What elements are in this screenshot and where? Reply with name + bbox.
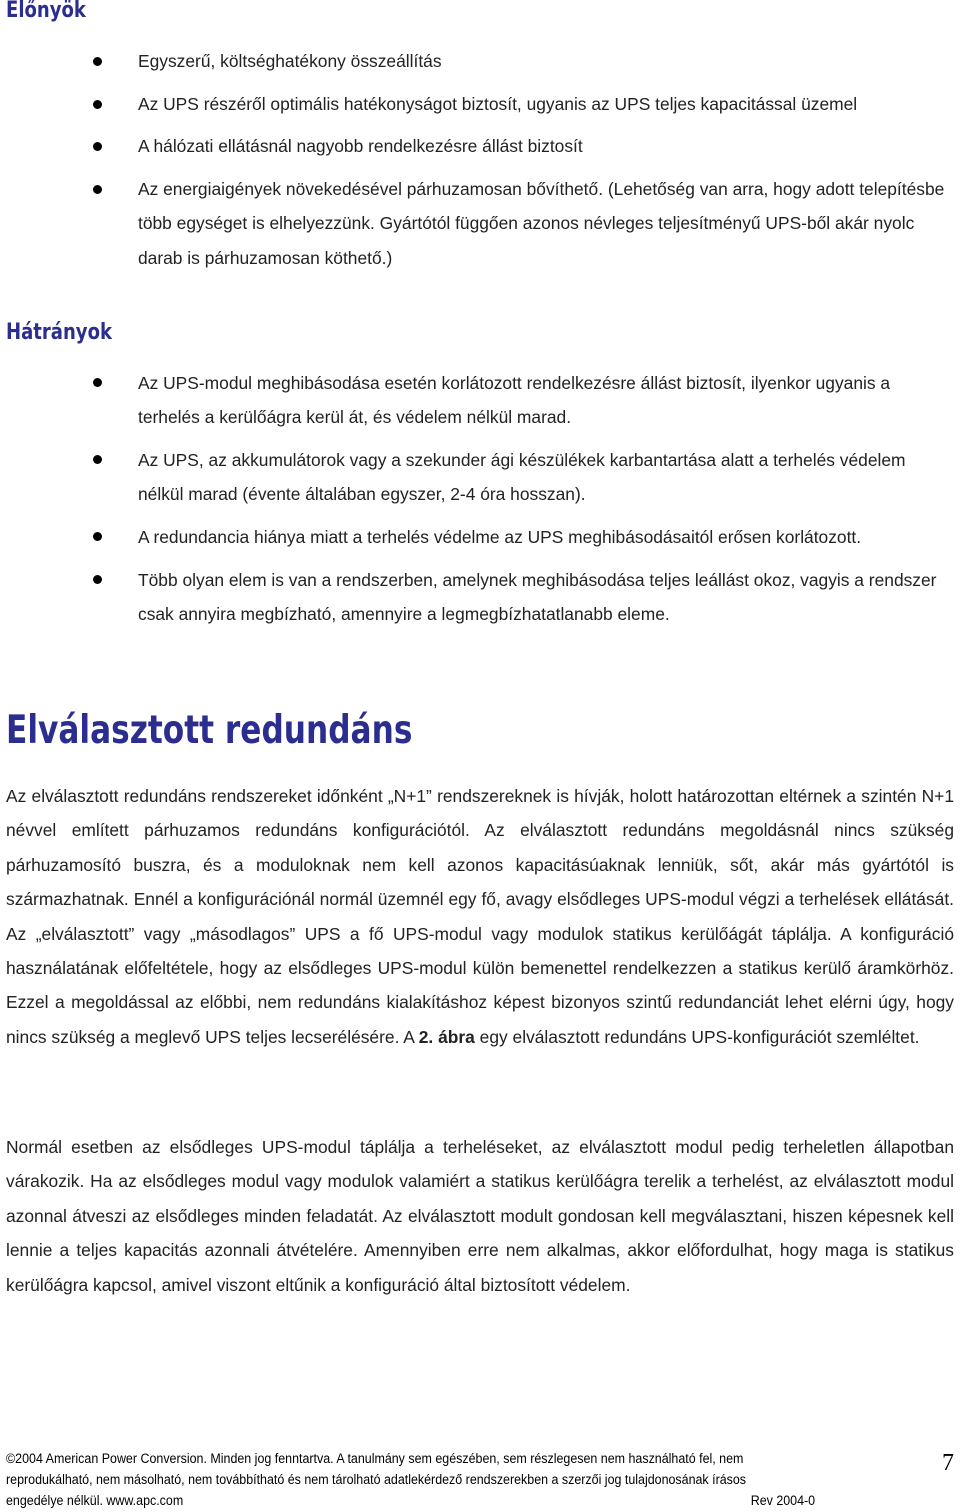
bullet-icon [93, 455, 102, 464]
bullet-icon [93, 532, 102, 541]
bullet-icon [93, 185, 102, 194]
list-item: A hálózati ellátásnál nagyobb rendelkezésre állást biztosít [0, 129, 958, 164]
disadvantages-heading: Hátrányok [6, 320, 112, 345]
advantages-list [0, 44, 958, 275]
footer-line-3: engedélye nélkül. www.apc.com [6, 1493, 184, 1508]
list-item: A redundancia hiánya miatt a terhelés védelme az UPS meghibásodásaitól erősen korlátozott. [0, 520, 938, 554]
advantages-heading: Előnyök [6, 0, 86, 23]
footer-line-2: reprodukálható, nem másolható, nem továbbítható és nem tárolható adatlekérdező rendszerekben a szerzői jog tulajdonosának írásos [6, 1472, 747, 1487]
figure-reference: 2. ábra [418, 1026, 475, 1047]
list-item: Több olyan elem is van a rendszerben, amelynek meghibásodása teljes leállást okoz, vagyis a rendszer csak annyira megbízható, amennyire a legmegbízhatatlanabb eleme. [0, 563, 938, 631]
footer-line-1: ©2004 American Power Conversion. Minden jog fenntartva. A tanulmány sem egészében, sem részlegesen nem használható fel, nem [6, 1451, 744, 1466]
bullet-icon [93, 142, 102, 151]
list-item: Az UPS, az akkumulátorok vagy a szekunder ági készülékek karbantartása alatt a terhelés védelem nélkül marad (évente általában egyszer, 2-4 óra hosszan). [0, 443, 938, 511]
revision-label: Rev 2004-0 [750, 1493, 816, 1508]
section-paragraph-2: Normál esetben az elsődleges UPS-modul táplálja a terheléseket, az elválasztott modul pedig terheletlen állapotban várakozik. Ha az elsődleges modul vagy modulok valamiért a statikus kerülőágra terelik a terhelést, az elválasztott modul azonnal átveszi az elsődleges minden feladatát. Az elválasztott modult gondosan kell megválasztani, hiszen képesnek kell lennie a teljes kapacitás azonnali átvételére. Amennyiben erre nem alkalmas, akkor előfordulhat, hogy maga is statikus kerülőágra kapcsol, amivel viszont eltűnik a konfiguráció által biztosított védelem. [6, 1137, 954, 1295]
list-item: Egyszerű, költséghatékony összeállítás [0, 44, 958, 79]
list-item: Az energiaigények növekedésével párhuzamosan bővíthető. (Lehetőség van arra, hogy adott telepítésbe több egységet is elhelyezzünk. Gyártótól függően azonos névleges teljesítményű UPS-ből akár nyolc darab is párhuzamosan köthető.) [0, 172, 958, 276]
bullet-icon [93, 57, 102, 66]
bullet-icon [93, 575, 102, 584]
section-paragraph-1: Az elválasztott redundáns rendszereket időnként „N+1” rendszereknek is hívják, holott határozottan eltérnek a szintén N+1 névvel említett párhuzamos redundáns konfigurációtól. Az elválasztott redundáns megoldásnál nincs szükség párhuzamosító buszra, és a moduloknak nem kell azonos kapacitásúaknak lenniük, sőt, akár más gyártótól is származhatnak. Ennél a konfigurációnál normál üzemnél egy fő, avagy elsődleges UPS-modul végzi a terhelések ellátását. Az „elválasztott” vagy „másodlagos” UPS a fő UPS-modul vagy modulok statikus kerülőágát táplálja. A konfiguráció használatának előfeltétele, hogy az elsődleges UPS-modul külön bemenettel rendelkezzen a statikus kerülő áramkörhöz. Ezzel a megoldással az előbbi, nem redundáns kialakításhoz képest bizonyos szintű redundanciát lehet elérni úgy, hogy nincs szükség a meglevő UPS teljes lecserélésére. A 2. ábra egy elválasztott redundáns UPS-konfigurációt szemléltet. [6, 786, 954, 1047]
list-item: Az UPS részéről optimális hatékonyságot biztosít, ugyanis az UPS teljes kapacitással üzemel [0, 87, 958, 122]
section-heading: Elválasztott redundáns [6, 708, 413, 753]
list-item: Az UPS-modul meghibásodása esetén korlátozott rendelkezésre állást biztosít, ilyenkor ugyanis a terhelés a kerülőágra kerül át, és védelem nélkül marad. [0, 366, 938, 434]
bullet-icon [93, 100, 102, 109]
page-number: 7 [942, 1450, 954, 1476]
copyright-footer [6, 1448, 815, 1511]
bullet-icon [93, 378, 102, 387]
disadvantages-list [0, 366, 938, 631]
